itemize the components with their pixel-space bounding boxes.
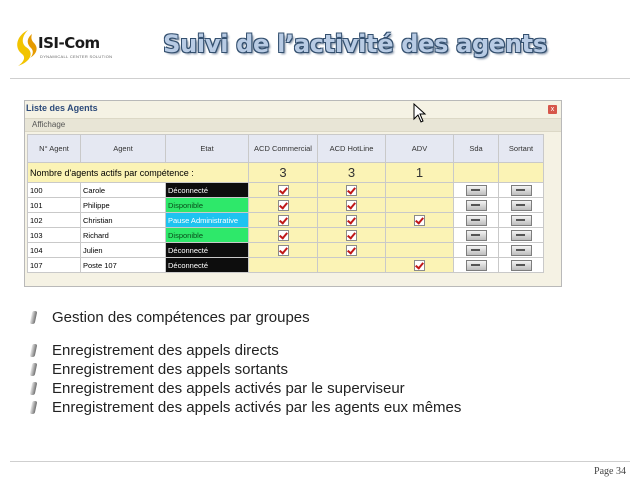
col-header-acd-commercial[interactable]: ACD Commercial: [249, 135, 318, 163]
table-row[interactable]: [28, 243, 544, 258]
col-header-acd-hotline[interactable]: ACD HotLine: [318, 135, 386, 163]
bullet-list: [30, 308, 461, 417]
menu-bar: [25, 118, 561, 132]
skill-hotline-cell: [318, 243, 386, 258]
col-header-agent[interactable]: Agent: [81, 135, 166, 163]
slide-title: Suivi de l’activité des agents: [163, 30, 547, 58]
mouse-cursor-icon: [413, 103, 427, 123]
checkbox-checked-icon[interactable]: [346, 200, 357, 211]
phone-button-icon[interactable]: [466, 215, 487, 226]
sda-cell: [454, 243, 499, 258]
phone-button-icon[interactable]: [511, 260, 532, 271]
sda-cell: [454, 228, 499, 243]
skill-adv-cell: [386, 213, 454, 228]
agent-state: Déconnecté: [166, 258, 249, 273]
summary-empty-sda: [454, 163, 499, 183]
skill-commercial-cell: [249, 213, 318, 228]
bullet-icon: [30, 382, 38, 395]
window-title: Liste des Agents: [26, 103, 98, 113]
sda-cell: [454, 258, 499, 273]
phone-button-icon[interactable]: [511, 245, 532, 256]
close-icon[interactable]: x: [548, 105, 557, 114]
agent-state: Déconnecté: [166, 183, 249, 198]
summary-acd-hotline: 3: [318, 163, 386, 183]
bullet-item: [30, 341, 461, 360]
bullet-icon: [30, 344, 38, 357]
bullet-item: [30, 398, 461, 417]
agent-number: 107: [28, 258, 81, 273]
agent-name: Julien: [81, 243, 166, 258]
agent-state: Disponible: [166, 228, 249, 243]
skill-adv-cell: [386, 183, 454, 198]
bullet-item: [30, 379, 461, 398]
summary-empty-sortant: [499, 163, 544, 183]
summary-acd-commercial: 3: [249, 163, 318, 183]
col-header-sda[interactable]: Sda: [454, 135, 499, 163]
bullet-item: [30, 308, 461, 327]
agent-number: 102: [28, 213, 81, 228]
checkbox-checked-icon[interactable]: [346, 185, 357, 196]
bullet-item: [30, 360, 461, 379]
table-row[interactable]: [28, 213, 544, 228]
phone-button-icon[interactable]: [466, 245, 487, 256]
agent-state: Pause Administrative: [166, 213, 249, 228]
checkbox-checked-icon[interactable]: [346, 215, 357, 226]
phone-button-icon[interactable]: [511, 230, 532, 241]
agent-state: Déconnecté: [166, 243, 249, 258]
agent-list-window: [24, 100, 562, 287]
summary-label: Nombre d'agents actifs par compétence :: [28, 163, 249, 183]
skill-adv-cell: [386, 258, 454, 273]
skill-commercial-cell: [249, 198, 318, 213]
skill-adv-cell: [386, 243, 454, 258]
phone-button-icon[interactable]: [466, 260, 487, 271]
sda-cell: [454, 183, 499, 198]
skill-adv-cell: [386, 198, 454, 213]
skill-commercial-cell: [249, 183, 318, 198]
agent-number: 101: [28, 198, 81, 213]
sortant-cell: [499, 258, 544, 273]
logo-swoosh-icon: [10, 28, 40, 68]
table-header-row: [28, 135, 544, 163]
bullet-icon: [30, 311, 38, 324]
skill-commercial-cell: [249, 243, 318, 258]
checkbox-checked-icon[interactable]: [278, 215, 289, 226]
checkbox-checked-icon[interactable]: [346, 230, 357, 241]
checkbox-checked-icon[interactable]: [346, 245, 357, 256]
col-header-etat[interactable]: Etat: [166, 135, 249, 163]
sortant-cell: [499, 183, 544, 198]
skill-hotline-cell: [318, 228, 386, 243]
sortant-cell: [499, 243, 544, 258]
logo-tagline: DYNAMICALL CENTER SOLUTION: [40, 54, 113, 59]
sda-cell: [454, 198, 499, 213]
table-row[interactable]: [28, 228, 544, 243]
skill-hotline-cell: [318, 198, 386, 213]
sortant-cell: [499, 213, 544, 228]
agents-table: [27, 134, 544, 273]
summary-adv: 1: [386, 163, 454, 183]
skill-hotline-cell: [318, 213, 386, 228]
bullet-text: Enregistrement des appels activés par les agents eux mêmes: [52, 399, 462, 416]
agent-number: 100: [28, 183, 81, 198]
agent-name: Carole: [81, 183, 166, 198]
checkbox-checked-icon[interactable]: [414, 260, 425, 271]
isicom-logo: [10, 22, 122, 74]
bullet-text: Gestion des compétences par groupes: [52, 309, 310, 326]
bullet-text: Enregistrement des appels sortants: [52, 361, 288, 378]
agent-name: Richard: [81, 228, 166, 243]
skill-commercial-cell: [249, 258, 318, 273]
checkbox-checked-icon[interactable]: [278, 245, 289, 256]
bullet-icon: [30, 401, 38, 414]
col-header-num[interactable]: N° Agent: [28, 135, 81, 163]
table-row[interactable]: [28, 258, 544, 273]
agent-name: Christian: [81, 213, 166, 228]
phone-button-icon[interactable]: [466, 200, 487, 211]
page-number: Page 34: [594, 466, 626, 477]
phone-button-icon[interactable]: [466, 230, 487, 241]
bullet-icon: [30, 363, 38, 376]
summary-row: [28, 163, 544, 183]
agent-name: Poste 107: [81, 258, 166, 273]
phone-button-icon[interactable]: [511, 200, 532, 211]
col-header-sortant[interactable]: Sortant: [499, 135, 544, 163]
agent-number: 103: [28, 228, 81, 243]
footer-divider: [10, 461, 630, 462]
agent-name: Philippe: [81, 198, 166, 213]
bullet-text: Enregistrement des appels activés par le superviseur: [52, 380, 405, 397]
checkbox-checked-icon[interactable]: [278, 185, 289, 196]
phone-button-icon[interactable]: [511, 185, 532, 196]
sda-cell: [454, 213, 499, 228]
checkbox-checked-icon[interactable]: [278, 230, 289, 241]
checkbox-checked-icon[interactable]: [414, 215, 425, 226]
agent-number: 104: [28, 243, 81, 258]
table-row[interactable]: [28, 183, 544, 198]
skill-commercial-cell: [249, 228, 318, 243]
sortant-cell: [499, 198, 544, 213]
bullet-text: Enregistrement des appels directs: [52, 342, 279, 359]
skill-adv-cell: [386, 228, 454, 243]
table-row[interactable]: [28, 198, 544, 213]
phone-button-icon[interactable]: [511, 215, 532, 226]
logo-name: ISI-Com: [38, 34, 100, 52]
menu-affichage[interactable]: Affichage: [32, 120, 66, 129]
checkbox-checked-icon[interactable]: [278, 200, 289, 211]
agent-state: Disponible: [166, 198, 249, 213]
sortant-cell: [499, 228, 544, 243]
header-divider: [10, 78, 630, 79]
col-header-adv[interactable]: ADV: [386, 135, 454, 163]
skill-hotline-cell: [318, 183, 386, 198]
phone-button-icon[interactable]: [466, 185, 487, 196]
skill-hotline-cell: [318, 258, 386, 273]
